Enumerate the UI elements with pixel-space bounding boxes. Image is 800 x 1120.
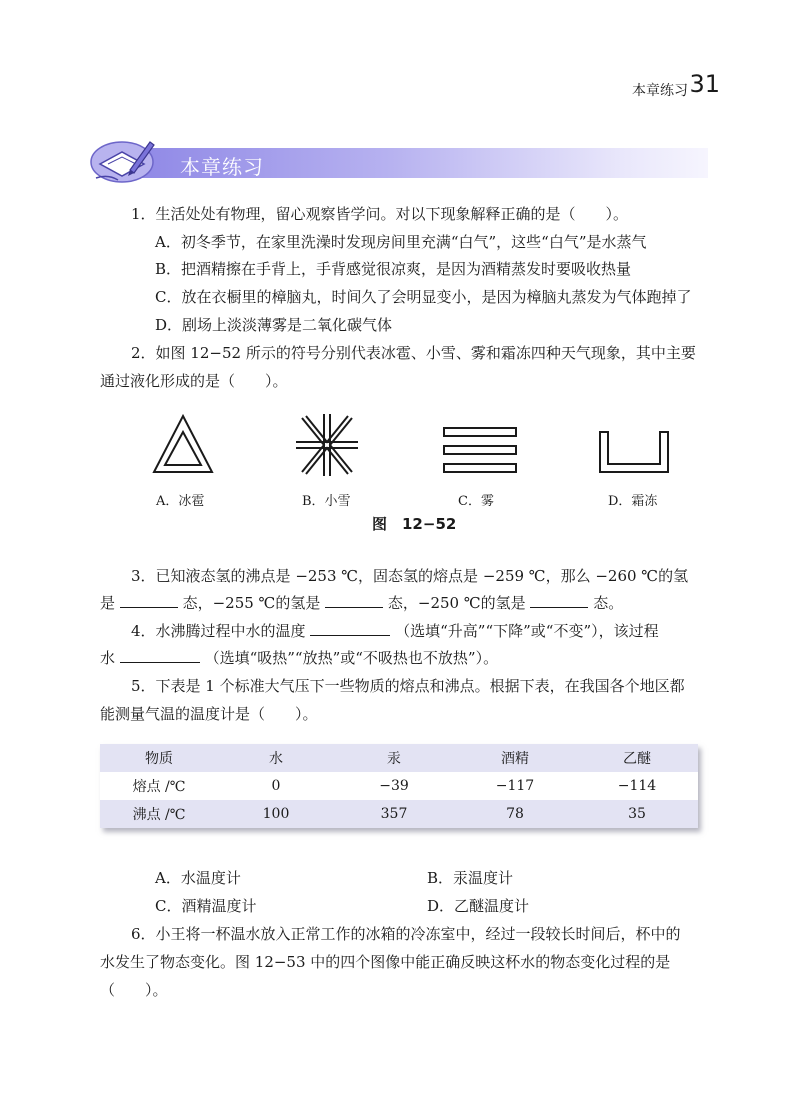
- q4-blank-2[interactable]: [120, 648, 200, 663]
- figure-label-b: B．小雪: [302, 494, 351, 509]
- melting-boiling-table: [100, 744, 698, 828]
- table-cell: 100: [218, 800, 334, 828]
- table-cell: 0: [218, 772, 334, 800]
- q3-text-1: 是: [100, 594, 116, 612]
- q4-text-1: 4．水沸腾过程中水的温度: [131, 622, 306, 640]
- table-cell: −39: [334, 772, 454, 800]
- table-cell: 35: [576, 800, 698, 828]
- q3-blank-2[interactable]: [325, 593, 383, 608]
- pencil-notebook-icon: [88, 134, 158, 186]
- hail-symbol-icon: [150, 412, 216, 478]
- q6-line3: （ ）。: [100, 981, 168, 999]
- q4-blank-1[interactable]: [310, 621, 390, 636]
- q5-option-c: C．酒精温度计: [155, 897, 257, 915]
- q2-line1: 2．如图 12−52 所示的符号分别代表冰雹、小雪、雾和霜冻四种天气现象，其中主要: [131, 344, 696, 362]
- page-number: 31: [689, 70, 720, 98]
- banner-title: 本章练习: [180, 155, 264, 179]
- q1-option-c: C．放在衣橱里的樟脑丸，时间久了会明显变小，是因为樟脑丸蒸发为气体跑掉了: [155, 288, 692, 306]
- table-header-cell: 物质: [100, 744, 218, 772]
- q3-text-3: 态，−250 ℃的氢是: [387, 594, 526, 612]
- table-cell: 熔点 /℃: [100, 772, 218, 800]
- figure-label-c: C．雾: [458, 494, 494, 509]
- figure-caption: 图 12−52: [372, 515, 457, 533]
- q1-stem: 1．生活处处有物理，留心观察皆学问。对以下现象解释正确的是（ ）。: [131, 205, 629, 223]
- q1-option-b: B．把酒精擦在手背上，手背感觉很凉爽，是因为酒精蒸发时要吸收热量: [155, 260, 632, 278]
- page-header: [0, 68, 800, 108]
- figure-label-d: D．霜冻: [608, 494, 658, 509]
- snow-symbol-icon: [294, 412, 360, 478]
- q6-line1: 6．小王将一杯温水放入正常工作的冰箱的冷冻室中，经过一段较长时间后，杯中的: [131, 925, 681, 943]
- q5-line1: 5．下表是 1 个标准大气压下一些物质的熔点和沸点。根据下表，在我国各个地区都: [131, 677, 685, 695]
- figure-12-52: [150, 412, 690, 522]
- table-row-melting: [100, 772, 698, 800]
- q6-line2: 水发生了物态变化。图 12−53 中的四个图像中能正确反映这杯水的物态变化过程的是: [100, 953, 671, 971]
- table-header-cell: 汞: [334, 744, 454, 772]
- fog-symbol-icon: [442, 412, 518, 478]
- q1-option-a: A．初冬季节，在家里洗澡时发现房间里充满“白气”，这些“白气”是水蒸气: [155, 233, 647, 251]
- table-cell: −114: [576, 772, 698, 800]
- q5-option-b: B．汞温度计: [427, 869, 514, 887]
- table-header-cell: 酒精: [454, 744, 576, 772]
- q3-line1: 3．已知液态氢的沸点是 −253 ℃，固态氢的熔点是 −259 ℃，那么 −260 ℃的氢: [131, 567, 689, 585]
- q3-blank-1[interactable]: [120, 593, 178, 608]
- q5-option-d: D．乙醚温度计: [427, 897, 530, 915]
- table-cell: −117: [454, 772, 576, 800]
- figure-label-a: A．冰雹: [156, 494, 205, 509]
- q4-line1: [131, 621, 659, 641]
- table-header-cell: 乙醚: [576, 744, 698, 772]
- q5-line2: 能测量气温的温度计是（ ）。: [100, 705, 318, 723]
- table-cell: 沸点 /℃: [100, 800, 218, 828]
- q3-text-2: 态，−255 ℃的氢是: [182, 594, 321, 612]
- table-row-boiling: [100, 800, 698, 828]
- q3-line2: [100, 593, 623, 613]
- q4-text-2: （选填“升高”“下降”或“不变”），该过程: [395, 622, 659, 640]
- q5-option-a: A．水温度计: [155, 869, 241, 887]
- q3-text-4: 态。: [593, 594, 624, 612]
- section-banner: [88, 134, 708, 186]
- table-cell: 357: [334, 800, 454, 828]
- q4-text-4: （选填“吸热”“放热”或“不吸热也不放热”）。: [204, 649, 499, 667]
- table-cell: 78: [454, 800, 576, 828]
- q4-text-3: 水: [100, 649, 116, 667]
- q4-line2: [100, 648, 498, 668]
- q2-line2: 通过液化形成的是（ ）。: [100, 372, 288, 390]
- frost-symbol-icon: [596, 412, 672, 478]
- table-header-cell: 水: [218, 744, 334, 772]
- q1-option-d: D．剧场上淡淡薄雾是二氧化碳气体: [155, 316, 393, 334]
- q3-blank-3[interactable]: [530, 593, 588, 608]
- table-header-row: [100, 744, 698, 772]
- header-title: 本章练习: [632, 83, 688, 99]
